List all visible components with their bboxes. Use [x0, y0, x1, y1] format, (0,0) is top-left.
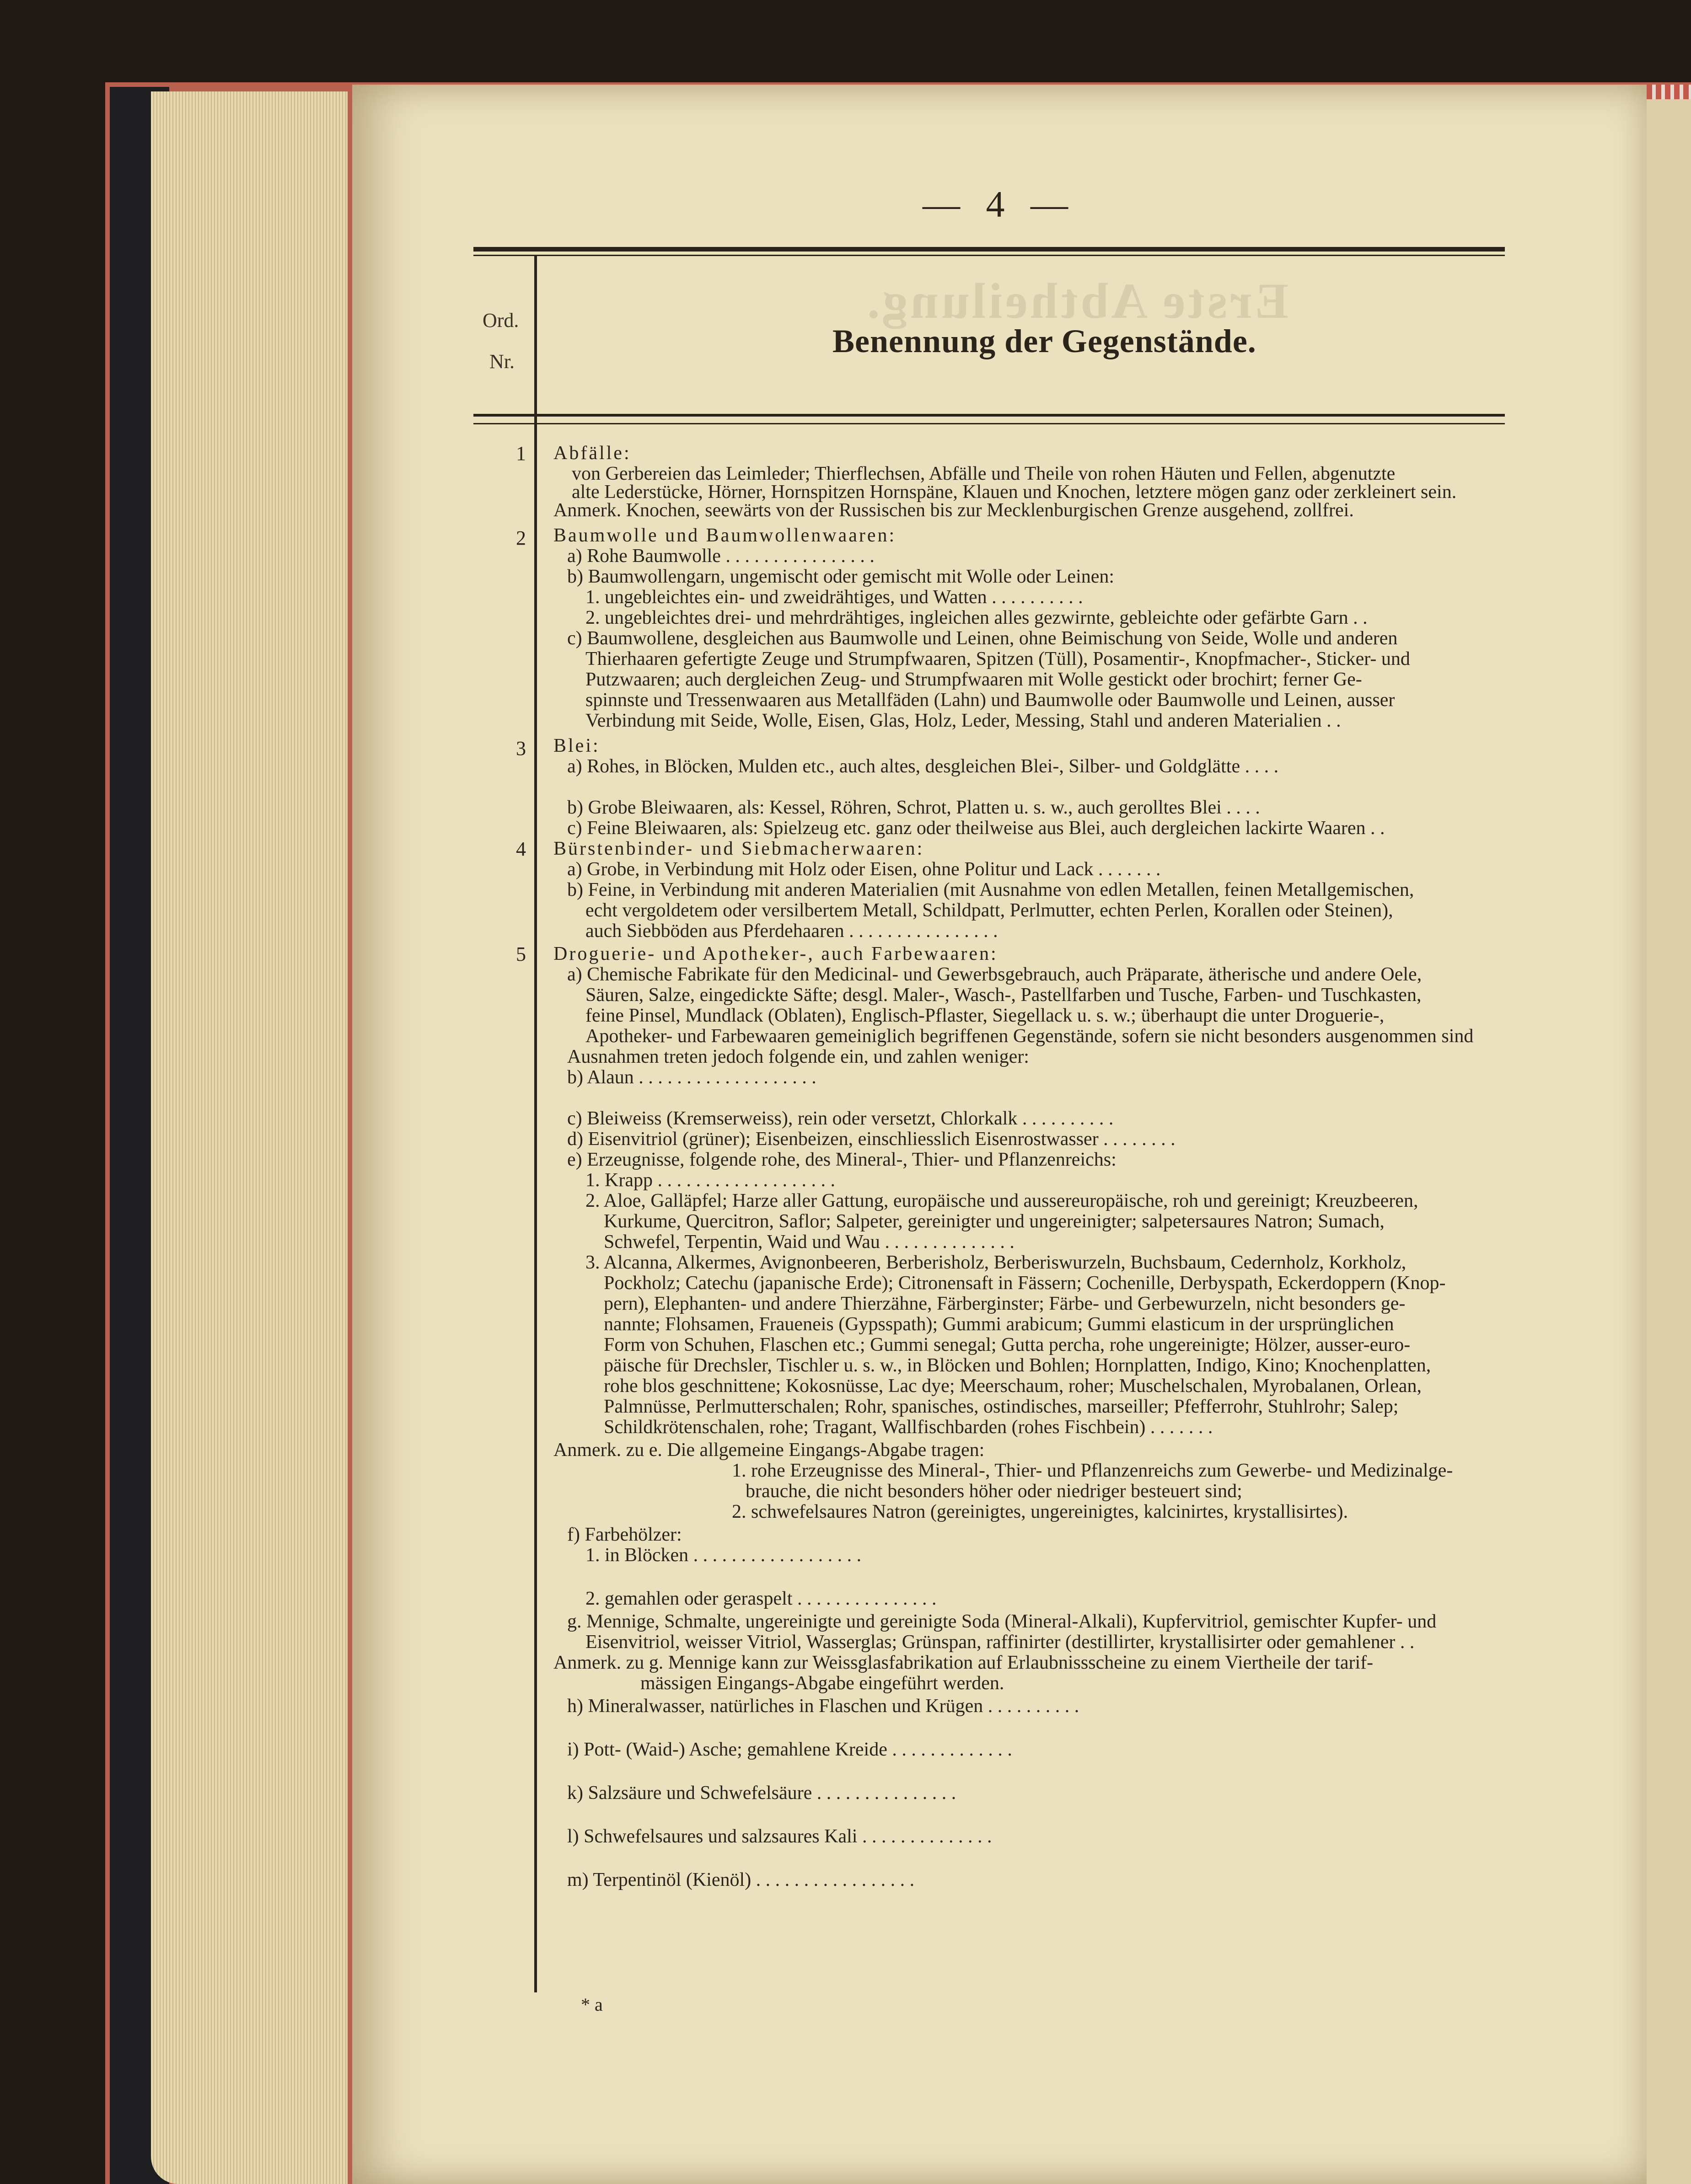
text-line: auch Siebböden aus Pferdehaaren . . . . . . . . . . . . . . . . — [585, 921, 998, 942]
text-line: b) Baumwollengarn, ungemischt oder gemischt mit Wolle oder Leinen: — [567, 566, 1115, 587]
text-line: 1. Krapp . . . . . . . . . . . . . . . . . . . — [585, 1170, 835, 1191]
text-line: spinnste und Tressenwaaren aus Metallfäden (Lahn) und Baumwolle oder Baumwolle und Leinen, ausser — [585, 690, 1395, 711]
text-line: echt vergoldetem oder versilbertem Metall, Schildpatt, Perlmutter, echten Perlen, Korallen oder Steinen), — [585, 900, 1393, 921]
book-page — [352, 85, 1647, 2184]
text-line: b) Alaun . . . . . . . . . . . . . . . . . . . — [567, 1067, 816, 1088]
text-line: Eisenvitriol, weisser Vitriol, Wasserglas; Grünspan, raffinirter (destillirter, krystallisirter oder gemahlener . . — [585, 1632, 1415, 1653]
text-line: 3. Alcanna, Alkermes, Avignonbeeren, Berberisholz, Berberiswurzeln, Buchsbaum, Cedernholz, Korkholz, — [585, 1252, 1406, 1273]
text-line: Anmerk. Knochen, seewärts von der Russischen bis zur Mecklenburgischen Grenze ausgehend, zollfrei. — [553, 500, 1354, 521]
text-line: Droguerie- und Apotheker-, auch Farbewaaren: — [553, 943, 998, 964]
header-bottom-rule — [473, 414, 1505, 417]
top-rule-thick — [473, 247, 1505, 252]
signature-mark: * a — [581, 1994, 603, 2015]
text-line: Blei: — [553, 735, 600, 756]
text-line: c) Feine Bleiwaaren, als: Spielzeug etc. ganz oder theilweise aus Blei, auch dergleichen lackirte Waaren . . — [567, 818, 1385, 839]
ord-number: 4 — [516, 838, 526, 860]
text-line: l) Schwefelsaures und salzsaures Kali . . . . . . . . . . . . . . — [567, 1826, 992, 1847]
header-nr: Nr. — [489, 350, 515, 373]
text-line: Thierhaaren gefertigte Zeuge und Strumpfwaaren, Spitzen (Tüll), Posamentir-, Knopfmacher-, Sticker- und — [585, 648, 1410, 669]
text-line: f) Farbehölzer: — [567, 1524, 682, 1545]
text-line: alte Lederstücke, Hörner, Hornspitzen Hornspäne, Klauen und Knochen, letztere mögen ganz oder zerkleinert sein. — [572, 482, 1457, 503]
text-line: c) Baumwollene, desgleichen aus Baumwolle und Leinen, ohne Beimischung von Seide, Wolle und anderen — [567, 628, 1398, 649]
ord-number: 3 — [516, 737, 526, 760]
text-line: rohe blos geschnittene; Kokosnüsse, Lac dye; Meerschaum, roher; Muschelschalen, Myrobalanen, Orlean, — [604, 1376, 1422, 1397]
text-line: a) Rohe Baumwolle . . . . . . . . . . . . . . . . — [567, 546, 875, 567]
text-line: a) Grobe, in Verbindung mit Holz oder Eisen, ohne Politur und Lack . . . . . . . — [567, 859, 1161, 880]
text-line: 1. ungebleichtes ein- und zweidrähtiges, und Watten . . . . . . . . . . — [585, 587, 1083, 608]
text-line: mässigen Eingangs-Abgabe eingeführt werden. — [640, 1673, 1004, 1694]
text-line: d) Eisenvitriol (grüner); Eisenbeizen, einschliesslich Eisenrostwasser . . . . . . . . — [567, 1129, 1176, 1150]
text-line: 2. schwefelsaures Natron (gereinigtes, ungereinigtes, kalcinirtes, krystallisirtes). — [732, 1501, 1348, 1522]
text-line: k) Salzsäure und Schwefelsäure . . . . . . . . . . . . . . . — [567, 1783, 956, 1804]
ord-number: 1 — [516, 442, 526, 465]
text-line: päische für Drechsler, Tischler u. s. w., in Blöcken und Bohlen; Hornplatten, Indigo, Kino; Knochenplatten, — [604, 1355, 1431, 1376]
text-line: 2. gemahlen oder geraspelt . . . . . . . . . . . . . . . — [585, 1588, 937, 1609]
text-line: m) Terpentinöl (Kienöl) . . . . . . . . . . . . . . . . . — [567, 1869, 915, 1890]
text-line: 1. rohe Erzeugnisse des Mineral-, Thier- und Pflanzenreichs zum Gewerbe- und Medizinalge- — [732, 1460, 1453, 1481]
next-page-edge — [1647, 96, 1691, 2184]
ord-number: 5 — [516, 943, 526, 965]
bleed-through-text: Erste Abtheilung. — [864, 273, 1289, 329]
header-title: Benennung der Gegenstände. — [832, 323, 1256, 359]
text-line: Ausnahmen treten jedoch folgende ein, und zahlen weniger: — [567, 1046, 1029, 1067]
text-line: a) Rohes, in Blöcken, Mulden etc., auch altes, desgleichen Blei-, Silber- und Goldglätte . . . . — [567, 756, 1279, 777]
text-line: b) Feine, in Verbindung mit anderen Materialien (mit Ausnahme von edlen Metallen, feinen Metallgemischen, — [567, 879, 1414, 900]
text-line: feine Pinsel, Mundlack (Oblaten), Englisch-Pflaster, Siegellack u. s. w.; überhaupt die unter Droguerie-, — [585, 1005, 1385, 1026]
text-line: i) Pott- (Waid-) Asche; gemahlene Kreide . . . . . . . . . . . . . — [567, 1739, 1012, 1760]
top-rule-thin — [473, 255, 1505, 256]
text-line: Schildkrötenschalen, rohe; Tragant, Wallfischbarden (rohes Fischbein) . . . . . . . — [604, 1417, 1213, 1438]
ord-number: 2 — [516, 527, 526, 549]
text-line: h) Mineralwasser, natürliches in Flaschen und Krügen . . . . . . . . . . — [567, 1696, 1079, 1717]
text-line: c) Bleiweiss (Kremserweiss), rein oder versetzt, Chlorkalk . . . . . . . . . . — [567, 1108, 1114, 1129]
header-ord: Ord. — [483, 309, 519, 332]
text-line: Form von Schuhen, Flaschen etc.; Gummi senegal; Gutta percha, rohe ungereinigte; Hölzer, ausser-euro- — [604, 1334, 1411, 1355]
text-line: Putzwaaren; auch dergleichen Zeug- und Strumpfwaaren mit Wolle gestickt oder brochirt; ferner Ge- — [585, 669, 1362, 690]
page-edges — [151, 91, 348, 2184]
text-line: von Gerbereien das Leimleder; Thierflechsen, Abfälle und Theile von rohen Häuten und Fellen, abgenutzte — [572, 463, 1396, 484]
text-line: Anmerk. zu g. Mennige kann zur Weissglasfabrikation auf Erlaubnissscheine zu einem Viertheile der tarif- — [553, 1652, 1374, 1673]
text-line: 1. in Blöcken . . . . . . . . . . . . . . . . . . — [585, 1545, 862, 1566]
text-line: Schwefel, Terpentin, Waid und Wau . . . . . . . . . . . . . . — [604, 1231, 1015, 1253]
text-line: g. Mennige, Schmalte, ungereinigte und gereinigte Soda (Mineral-Alkali), Kupfervitriol, gemischter Kupfer- und — [567, 1611, 1437, 1632]
text-line: e) Erzeugnisse, folgende rohe, des Mineral-, Thier- und Pflanzenreichs: — [567, 1149, 1117, 1170]
text-line: 2. ungebleichtes drei- und mehrdrähtiges, ingleichen alles gezwirnte, gebleichte oder gefärbte Garn . . — [585, 607, 1368, 628]
text-line: Säuren, Salze, eingedickte Säfte; desgl. Maler-, Wasch-, Pastellfarben und Tusche, Farben- und Tuschkasten, — [585, 985, 1422, 1006]
text-line: a) Chemische Fabrikate für den Medicinal- und Gewerbsgebrauch, auch Präparate, ätherische und andere Oele, — [567, 964, 1422, 985]
text-line: Palmnüsse, Perlmutterschalen; Rohr, spanisches, ostindisches, marseiller; Pfefferrohr, Stuhlrohr; Salep; — [604, 1396, 1399, 1417]
text-line: pern), Elephanten- und andere Thierzähne, Färberginster; Färbe- und Gerbewurzeln, nicht besonders ge- — [604, 1293, 1406, 1314]
text-line: Verbindung mit Seide, Wolle, Eisen, Glas, Holz, Leder, Messing, Stahl und anderen Materialien . . — [585, 710, 1341, 731]
text-line: 2. Aloe, Galläpfel; Harze aller Gattung, europäische und aussereuropäische, roh und gereinigt; Kreuzbeeren, — [585, 1190, 1418, 1211]
text-line: Abfälle: — [553, 443, 631, 464]
text-line: Pockholz; Catechu (japanische Erde); Citronensaft in Fässern; Cochenille, Derbyspath, Eckerdoppern (Knop- — [604, 1273, 1446, 1294]
header-bottom-rule-2 — [473, 423, 1505, 424]
text-line: Apotheker- und Farbewaaren gemeiniglich begriffenen Gegenstände, sofern sie nicht besonders ausgenommen sind — [585, 1026, 1474, 1047]
text-line: Baumwolle und Baumwollenwaaren: — [553, 525, 896, 546]
text-line: b) Grobe Bleiwaaren, als: Kessel, Röhren, Schrot, Platten u. s. w., auch gerolltes Blei . . . . — [567, 797, 1260, 818]
text-line: brauche, die nicht besonders höher oder niedriger besteuert sind; — [746, 1481, 1242, 1502]
text-line: nannte; Flohsamen, Fraueneis (Gypsspath); Gummi arabicum; Gummi elasticum in der ursprünglichen — [604, 1314, 1394, 1335]
page-number: — 4 — — [923, 183, 1076, 225]
text-line: Anmerk. zu e. Die allgemeine Eingangs-Abgabe tragen: — [553, 1440, 985, 1461]
text-line: Bürstenbinder- und Siebmacherwaaren: — [553, 838, 924, 859]
text-line: Kurkume, Quercitron, Saflor; Salpeter, gereinigter und ungereinigter; salpetersaures Natron; Sumach, — [604, 1211, 1385, 1232]
column-divider — [534, 255, 537, 1992]
